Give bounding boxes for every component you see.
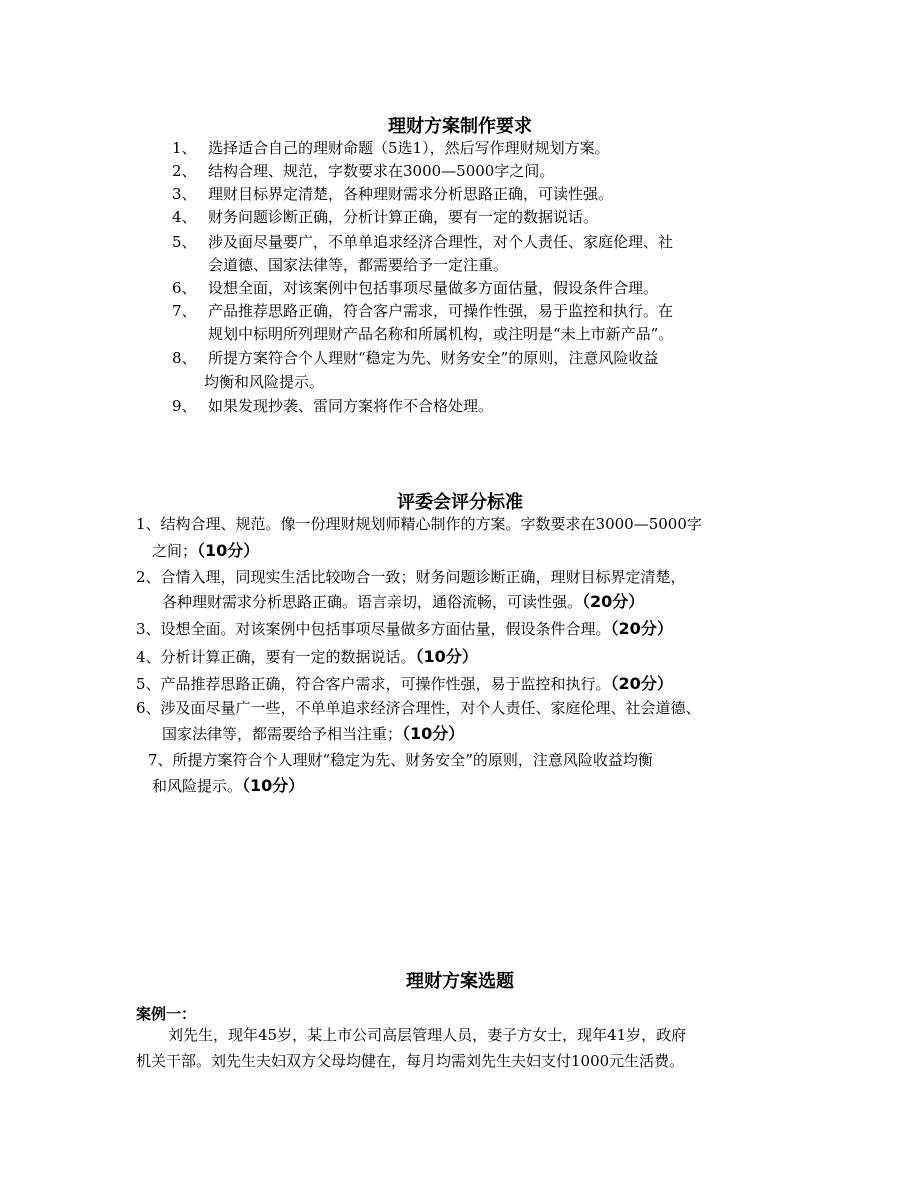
requirement-number: 3、	[172, 185, 197, 203]
requirement-number: 8、	[172, 349, 197, 367]
requirement-number: 1、	[172, 139, 197, 157]
requirement-2	[172, 161, 554, 181]
criterion-score: （20分）	[582, 592, 645, 611]
requirement-1	[172, 138, 610, 158]
case-paragraph-line-1: 刘先生，现年45岁，某上市公司高层管理人员，妻子方女士，现年41岁，政府	[168, 1026, 687, 1044]
criterion-score: （10分）	[402, 724, 465, 743]
section1-title: 理财方案制作要求	[388, 116, 532, 137]
criterion-1-cont	[152, 541, 259, 561]
requirement-text: 所提方案符合个人理财“稳定为先、财务安全”的原则，注意风险收益	[208, 349, 659, 367]
criterion-4	[136, 647, 478, 667]
requirement-7	[172, 301, 673, 321]
requirement-number: 6、	[172, 279, 197, 297]
requirement-3	[172, 184, 613, 204]
requirement-text: 结构合理、规范，字数要求在3000—5000字之间。	[208, 162, 555, 180]
criterion-text: 3、设想全面。对该案例中包括事项尽量做多方面估量，假设条件合理。	[136, 620, 611, 638]
criterion-score: （10分）	[197, 541, 260, 560]
requirement-4	[172, 207, 598, 227]
requirement-text: 涉及面尽量要广，不单单追求经济合理性，对个人责任、家庭伦理、社	[208, 233, 674, 251]
section2-title: 评委会评分标准	[397, 492, 523, 513]
requirement-8	[172, 348, 658, 368]
criterion-text: 4、分析计算正确，要有一定的数据说话。	[136, 648, 416, 666]
criterion-score: （10分）	[242, 776, 305, 795]
requirement-number: 4、	[172, 208, 197, 226]
requirement-number: 5、	[172, 233, 197, 251]
criterion-score: （10分）	[415, 647, 478, 666]
requirement-text: 产品推荐思路正确，符合客户需求，可操作性强，易于监控和执行。在	[208, 302, 674, 320]
criterion-2-cont	[162, 592, 644, 612]
criterion-text: 国家法律等，都需要给予相当注重；	[162, 725, 403, 743]
requirement-8-cont: 均衡和风险提示。	[204, 373, 325, 391]
criterion-5	[136, 674, 673, 694]
requirement-9	[172, 396, 493, 416]
requirement-text: 设想全面，对该案例中包括事项尽量做多方面估量，假设条件合理。	[208, 279, 659, 297]
requirement-text: 选择适合自己的理财命题（5选1），然后写作理财规划方案。	[208, 139, 610, 157]
requirement-6	[172, 278, 658, 298]
criterion-1: 1、结构合理、规范。像一份理财规划师精心制作的方案。字数要求在3000—5000字	[136, 515, 702, 533]
requirement-number: 7、	[172, 302, 197, 320]
criterion-text: 之间；	[152, 542, 198, 560]
requirement-7-cont: 规划中标明所列理财产品名称和所属机构，或注明是“未上市新产品”。	[208, 325, 674, 343]
case-label: 案例一：	[136, 1005, 197, 1023]
criterion-7: 7、所提方案符合个人理财“稳定为先、财务安全”的原则，注意风险收益均衡	[148, 751, 653, 769]
criterion-3	[136, 619, 673, 639]
criterion-2: 2、合情入理，同现实生活比较吻合一致；财务问题诊断正确，理财目标界定清楚，	[136, 568, 686, 586]
criterion-text: 各种理财需求分析思路正确。语言亲切，通俗流畅，可读性强。	[162, 593, 583, 611]
requirement-text: 财务问题诊断正确，分析计算正确，要有一定的数据说话。	[208, 208, 599, 226]
requirement-number: 9、	[172, 397, 197, 415]
requirement-text: 理财目标界定清楚，各种理财需求分析思路正确，可读性强。	[208, 185, 614, 203]
criterion-text: 5、产品推荐思路正确，符合客户需求，可操作性强，易于监控和执行。	[136, 675, 611, 693]
criterion-score: （20分）	[610, 674, 673, 693]
requirement-text: 如果发现抄袭、雷同方案将作不合格处理。	[208, 397, 494, 415]
requirement-number: 2、	[172, 162, 197, 180]
criterion-7-cont	[152, 776, 304, 796]
requirement-5-cont: 会道德、国家法律等，都需要给予一定注重。	[208, 256, 509, 274]
criterion-text: 和风险提示。	[152, 777, 243, 795]
section3-title: 理财方案选题	[406, 971, 514, 992]
criterion-6-cont	[162, 724, 464, 744]
criterion-6: 6、涉及面尽量广一些，不单单追求经济合理性，对个人责任、家庭伦理、社会道德、	[136, 699, 701, 717]
case-paragraph-line-2: 机关干部。刘先生夫妇双方父母均健在，每月均需刘先生夫妇支付1000元生活费。	[136, 1052, 685, 1070]
criterion-score: （20分）	[610, 619, 673, 638]
requirement-5	[172, 232, 673, 252]
